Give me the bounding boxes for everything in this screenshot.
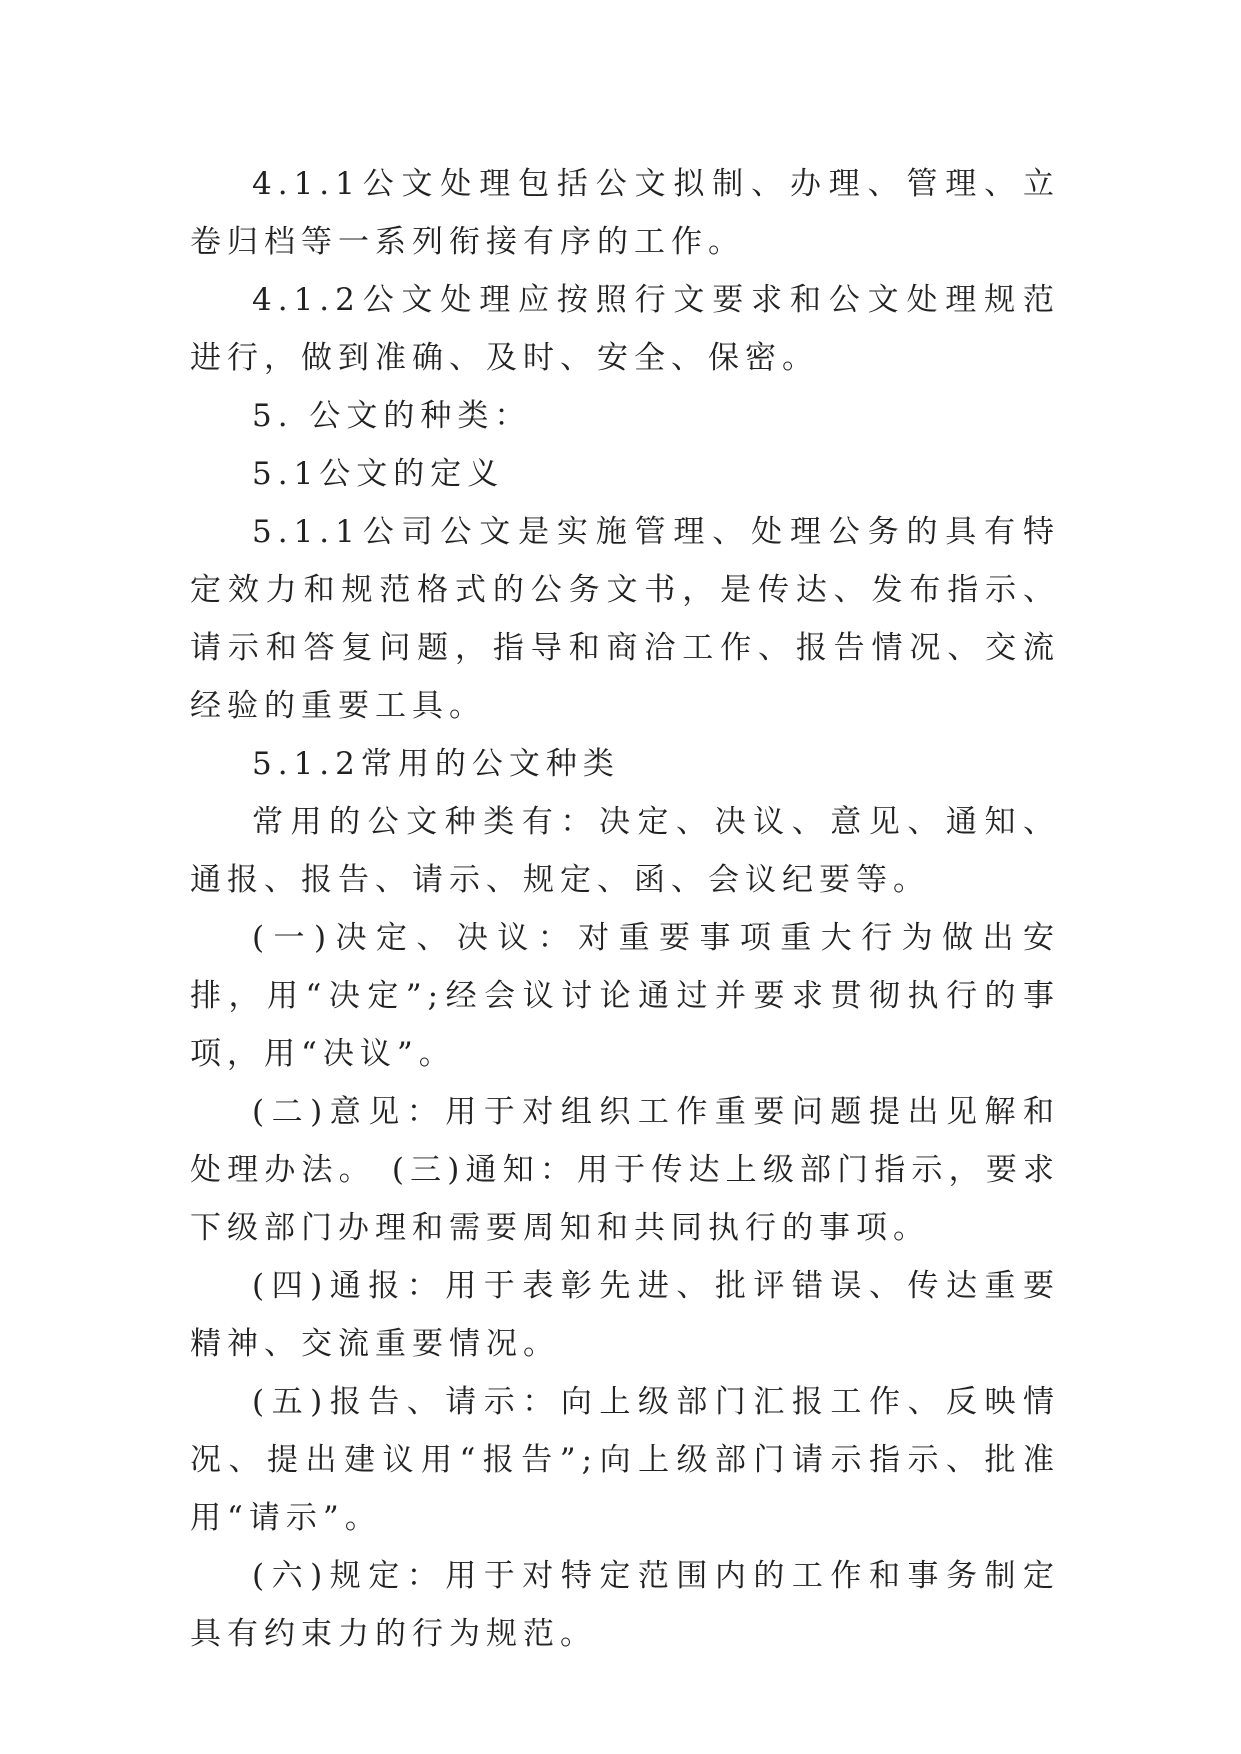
paragraph-item-2-3: (二)意见：用于对组织工作重要问题提出见解和处理办法。 (三)通知：用于传达上级部门指示，要求下级部门办理和需要周知和共同执行的事项。 — [190, 1094, 1060, 1246]
section-heading-5-1-2: 5.1.2常用的公文种类 — [252, 746, 620, 782]
paragraph-item-1: (一)决定、决议：对重要事项重大行为做出安排，用“决定”;经会议讨论通过并要求贯彻执行的事项，用“决议”。 — [190, 920, 1060, 1072]
section-heading-5-1: 5.1公文的定义 — [252, 456, 505, 492]
paragraph-5-1-1: 5.1.1公司公文是实施管理、处理公务的具有特定效力和规范格式的公务文书，是传达、发布指示、请示和答复问题，指导和商洽工作、报告情况、交流经验的重要工具。 — [190, 514, 1060, 724]
paragraph-common-types: 常用的公文种类有：决定、决议、意见、通知、通报、报告、请示、规定、函、会议纪要等。 — [190, 804, 1060, 898]
document-body — [190, 155, 1060, 1663]
paragraph-4-1-2: 4.1.2公文处理应按照行文要求和公文处理规范进行，做到准确、及时、安全、保密。 — [190, 282, 1060, 376]
paragraph-item-5: (五)报告、请示：向上级部门汇报工作、反映情况、提出建议用“报告”;向上级部门请示指示、批准用“请示”。 — [190, 1384, 1060, 1536]
paragraph-4-1-1: 4.1.1公文处理包括公文拟制、办理、管理、立卷归档等一系列衔接有序的工作。 — [190, 166, 1060, 260]
paragraph-item-4: (四)通报：用于表彰先进、批评错误、传达重要精神、交流重要情况。 — [190, 1268, 1060, 1362]
paragraph-item-6: (六)规定：用于对特定范围内的工作和事务制定具有约束力的行为规范。 — [190, 1558, 1060, 1652]
section-heading-5: 5. 公文的种类： — [252, 398, 532, 434]
